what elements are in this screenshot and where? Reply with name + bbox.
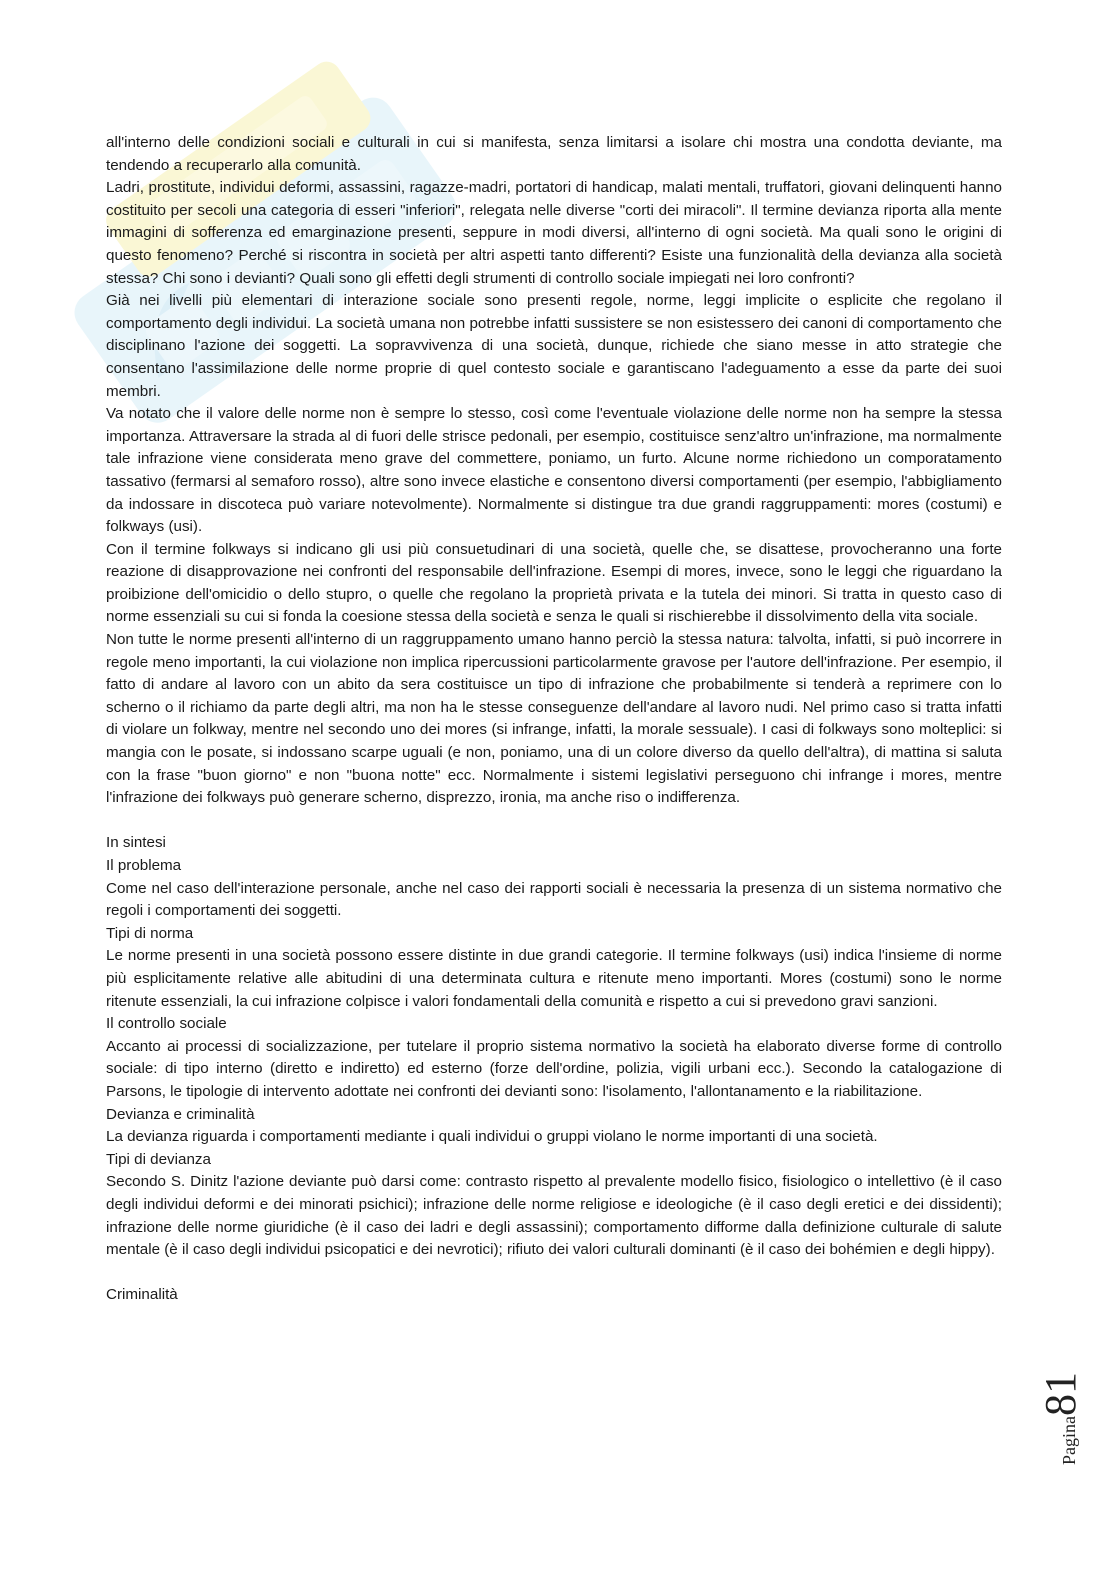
page-label: Pagina xyxy=(1059,1416,1079,1465)
paragraph: Già nei livelli più elementari di interazione sociale sono presenti regole, norme, leggi implicite o esplicite che regolano il comportamento degli individui. La società umana non potrebbe infatti sussistere se non esistessero dei canoni di comportamento che disciplinano l'azione dei soggetti. La sopravvivenza di una società, dunque, richiede che siano messe in atto strategie che consentano l'assimilazione delle norme proprie di quel contesto sociale e garantiscano l'adeguamento a esse da parte dei suoi membri. xyxy=(106,292,1002,400)
spacer xyxy=(106,1262,1002,1285)
document-body xyxy=(106,132,1002,1307)
section-heading: Il problema xyxy=(106,857,182,874)
spacer xyxy=(106,810,1002,833)
page-number-footer xyxy=(1036,1345,1086,1465)
section-heading: Criminalità xyxy=(106,1286,178,1304)
section-heading: Il controllo sociale xyxy=(106,1015,227,1033)
paragraph: Ladri, prostitute, individui deformi, assassini, ragazze-madri, portatori di handicap, malati mentali, truffatori, giovani delinquenti hanno costituito per secoli una categoria di esseri "inferiori", relegata nelle diverse "corti dei miracoli". Il termine devianza riporta alla mente immagini di sofferenza ed emarginazione presenti, seppure in modi diversi, all'interno di ogni società. Ma quali sono le origini di questo fenomeno? Perché si riscontra in società per altri aspetti tanto differenti? Esiste una funzionalità della devianza alla società stessa? Chi sono i devianti? Quali sono gli effetti degli strumenti di controllo sociale impiegati nei loro confronti? xyxy=(106,179,1002,287)
section-text: La devianza riguarda i comportamenti mediante i quali individui o gruppi violano le norme importanti di una società. xyxy=(106,1128,878,1146)
section-heading: Tipi di devianza xyxy=(106,1150,211,1168)
paragraph: Con il termine folkways si indicano gli usi più consuetudinari di una società, quelle che, se disattese, provocheranno una forte reazione di disapprovazione nei confronti del responsabile dell'infrazione. Esempi di mores, invece, sono le leggi che riguardano la proibizione dell'omicidio o dello stupro, o quelle che regolano la proprietà privata e la tutela dei minori. Si tratta in questo caso di norme essenziali su cui si fonda la coesione stessa della società e senza le quali si rischierebbe il dissolvimento della vita sociale. xyxy=(106,540,1002,626)
paragraph: Non tutte le norme presenti all'interno di un raggruppamento umano hanno perciò la stessa natura: talvolta, infatti, si può incorrere in regole meno importanti, la cui violazione non implica ripercussioni particolarmente gravose per l'autore dell'infrazione. Per esempio, il fatto di andare al lavoro con un abito da sera costituisce un tipo di infrazione che probabilmente si tenderà a reprimere con lo scherno o il richiamo da parte degli altri, ma non ha le stesse conseguenze dell'andare al lavoro nudi. Nel primo caso si tratta infatti di violare un folkway, mentre nel secondo uno dei mores (si infrange, infatti, la morale sessuale). I casi di folkways sono molteplici: si mangia con le posate, si indossano scarpe uguali (e non, poniamo, una di un colore diverso da quello dell'altra), di mattina si saluta con la frase "buon giorno" e non "buona notte" ecc. Normalmente i sistemi legislativi perseguono chi infrange i mores, mentre l'infrazione dei folkways può generare scherno, disprezzo, ironia, ma anche riso o indifferenza. xyxy=(106,631,1002,807)
section-text: Come nel caso dell'interazione personale, anche nel caso dei rapporti sociali è necessaria la presenza di un sistema normativo che regoli i comportamenti dei soggetti. xyxy=(106,879,1002,920)
summary-heading: In sintesi xyxy=(106,834,166,852)
page-number-rotated xyxy=(1036,1345,1086,1465)
paragraph: all'interno delle condizioni sociali e culturali in cui si manifesta, senza limitarsi a isolare chi mostra una condotta deviante, ma tendendo a recuperarlo alla comunità. xyxy=(106,134,1002,174)
paragraph: Va notato che il valore delle norme non è sempre lo stesso, così come l'eventuale violazione delle norme non ha sempre la stessa importanza. Attraversare la strada al di fuori delle strisce pedonali, per esempio, costituisce senz'altro un'infrazione, ma normalmente tale infrazione viene considerata meno grave del commettere, poniamo, un furto. Alcune norme richiedono un comporatamento tassativo (fermarsi al semaforo rosso), altre sono invece elastiche e consentono diversi comportamenti (per esempio, l'abbigliamento da indossare in discoteca può variare notevolmente). Normalmente si distingue tra due grandi raggruppamenti: mores (costumi) e folkways (usi). xyxy=(106,405,1002,536)
section-text: Le norme presenti in una società possono essere distinte in due grandi categorie. Il termine folkways (usi) indica l'insieme di norme più esplicitamente relative alle abitudini di una determinata cultura e ritenute meno importanti. Mores (costumi) sono le norme ritenute essenziali, la cui infrazione colpisce i valori fondamentali della comunità e rispetto a cui si prevedono gravi sanzioni. xyxy=(106,947,1002,1010)
page-number: 81 xyxy=(1036,1372,1085,1416)
section-heading: Tipi di norma xyxy=(106,924,194,942)
section-text: Accanto ai processi di socializzazione, per tutelare il proprio sistema normativo la società ha elaborato diverse forme di controllo sociale: di tipo interno (diretto e indiretto) ed esterno (forze dell'ordine, polizia, vigili urbani ecc.). Secondo la catalogazione di Parsons, le tipologie di intervento adottate nei confronti dei devianti sono: l'isolamento, l'allontanamento e la riabilitazione. xyxy=(106,1037,1002,1100)
section-text: Secondo S. Dinitz l'azione deviante può darsi come: contrasto rispetto al prevalente modello fisico, fisiologico o intellettivo (è il caso degli individui deformi e dei minorati psichici); infrazione delle norme religiose e ideologiche (è il caso degli eretici e dei dissidenti); infrazione delle norme giuridiche (è il caso dei ladri e degli assassini); comportamento difforme dalla definizione culturale di salute mentale (è il caso degli individui psicopatici e dei nevrotici); rifiuto dei valori culturali dominanti (è il caso dei bohémien e degli hippy). xyxy=(106,1173,1002,1259)
section-heading: Devianza e criminalità xyxy=(106,1105,255,1123)
